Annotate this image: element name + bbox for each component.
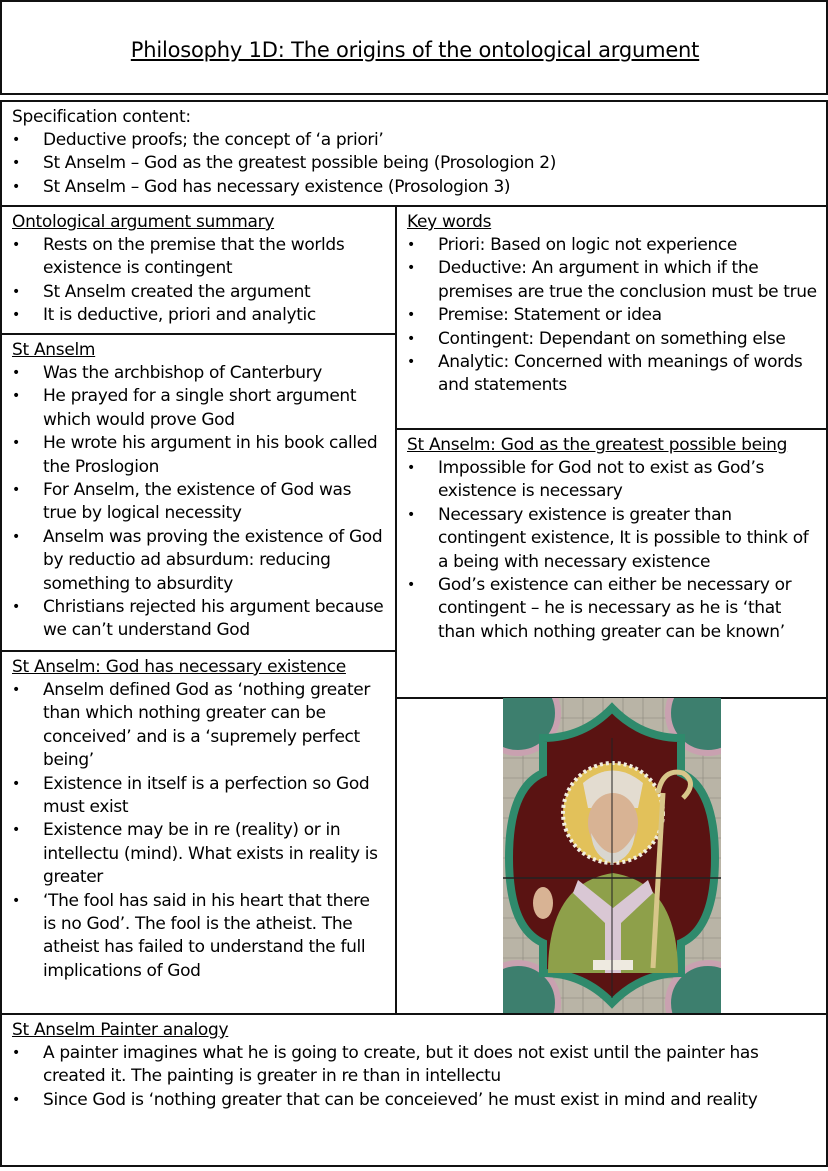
list-item: • He prayed for a single short argument which would prove God xyxy=(12,385,387,432)
list-item: • Existence in itself is a perfection so God must exist xyxy=(12,773,387,820)
list-item: • Deductive proofs; the concept of ‘a priori’ xyxy=(12,129,818,152)
list-item: • ‘The fool has said in his heart that there is no God’. The fool is the atheist. The atheist has failed to understand the full implications of God xyxy=(12,890,387,984)
list-item: • Rests on the premise that the worlds existence is contingent xyxy=(12,234,387,281)
section-heading: St Anselm: God as the greatest possible being xyxy=(407,435,788,455)
bullet-list xyxy=(12,234,387,328)
list-item: • For Anselm, the existence of God was true by logical necessity xyxy=(12,479,387,526)
page-title: Philosophy 1D: The origins of the ontological argument xyxy=(130,37,700,62)
section-heading: Specification content: xyxy=(12,107,191,127)
bullet-list xyxy=(12,1042,818,1112)
list-item: • Anselm defined God as ‘nothing greater than which nothing greater can be conceived’ and is a ‘supremely perfect being’ xyxy=(12,679,387,773)
list-item: • A painter imagines what he is going to create, but it does not exist until the painter has created it. The painting is greater in re than in intellectu xyxy=(12,1042,818,1089)
list-item: • Contingent: Dependant on something else xyxy=(407,328,818,351)
list-item: • Priori: Based on logic not experience xyxy=(407,234,818,257)
summary-section xyxy=(0,205,397,335)
bullet-list xyxy=(12,362,387,643)
necessary-existence-section xyxy=(0,650,397,1015)
list-item: • St Anselm created the argument xyxy=(12,281,387,304)
bullet-list xyxy=(12,679,387,983)
bullet-list xyxy=(407,234,818,398)
list-item: • Necessary existence is greater than contingent existence, It is possible to think of a being with necessary existence xyxy=(407,504,818,574)
list-item: • Since God is ‘nothing greater that can be conceieved’ he must exist in mind and reality xyxy=(12,1089,818,1112)
key-words-section xyxy=(395,205,828,430)
section-heading: Ontological argument summary xyxy=(12,212,275,232)
list-item: • Existence may be in re (reality) or in intellectu (mind). What exists in reality is greater xyxy=(12,819,387,889)
list-item: • Premise: Statement or idea xyxy=(407,304,818,327)
list-item: • It is deductive, priori and analytic xyxy=(12,304,387,327)
bullet-list xyxy=(12,129,818,199)
greatest-being-section xyxy=(395,428,828,699)
list-item: • St Anselm – God has necessary existence (Prosologion 3) xyxy=(12,176,818,199)
list-item: • He wrote his argument in his book called the Proslogion xyxy=(12,432,387,479)
bullet-list xyxy=(407,457,818,644)
list-item: • Anselm was proving the existence of God by reductio ad absurdum: reducing something to absurdity xyxy=(12,526,387,596)
section-heading: St Anselm xyxy=(12,340,96,360)
list-item: • Impossible for God not to exist as God’s existence is necessary xyxy=(407,457,818,504)
list-item: • Analytic: Concerned with meanings of words and statements xyxy=(407,351,818,398)
st-anselm-section xyxy=(0,333,397,652)
stained-glass-anselm-image xyxy=(503,698,721,1013)
painter-analogy-section xyxy=(0,1013,828,1167)
list-item: • God’s existence can either be necessary or contingent – he is necessary as he is ‘that than which nothing greater can be known’ xyxy=(407,574,818,644)
section-heading: St Anselm Painter analogy xyxy=(12,1020,229,1040)
list-item: • Deductive: An argument in which if the premises are true the conclusion must be true xyxy=(407,257,818,304)
section-heading: St Anselm: God has necessary existence xyxy=(12,657,346,677)
specification-section xyxy=(0,100,828,207)
title-box xyxy=(0,0,828,95)
list-item: • Christians rejected his argument because we can’t understand God xyxy=(12,596,387,643)
list-item: • St Anselm – God as the greatest possible being (Prosologion 2) xyxy=(12,152,818,175)
section-heading: Key words xyxy=(407,212,492,232)
list-item: • Was the archbishop of Canterbury xyxy=(12,362,387,385)
